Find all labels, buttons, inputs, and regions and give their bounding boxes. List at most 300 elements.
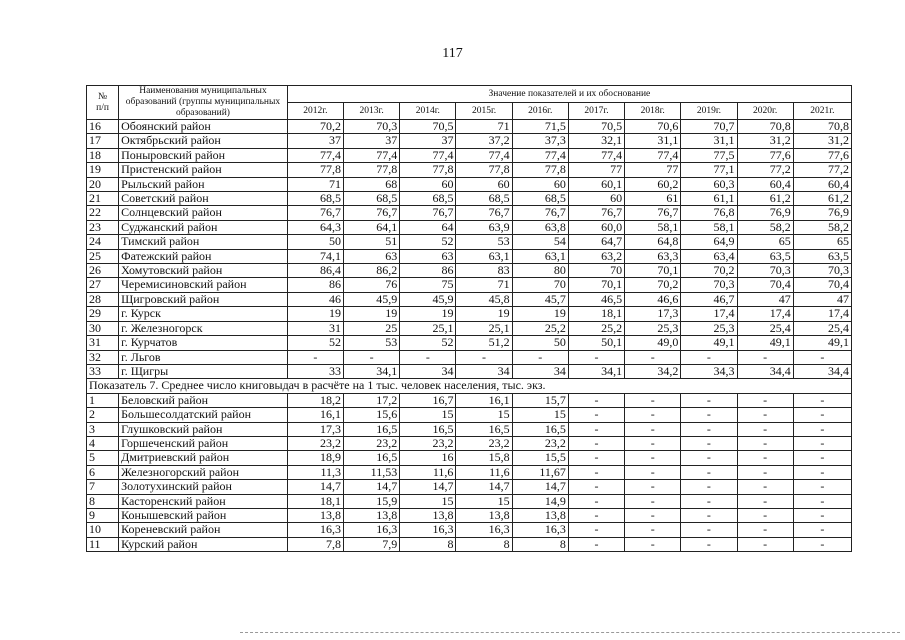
column-header-year: 2012г. bbox=[287, 103, 343, 120]
value-cell: 46,6 bbox=[625, 292, 681, 306]
value-cell: 58,2 bbox=[737, 220, 793, 234]
value-cell: 70,8 bbox=[793, 120, 851, 134]
table-row bbox=[87, 220, 852, 234]
value-cell: - bbox=[456, 350, 512, 364]
value-cell: 77,4 bbox=[625, 148, 681, 162]
value-cell: - bbox=[568, 408, 624, 422]
value-cell: 16,5 bbox=[456, 422, 512, 436]
value-cell: 60 bbox=[400, 177, 456, 191]
value-cell: 19 bbox=[400, 307, 456, 321]
municipality-name: Большесолдатский район bbox=[119, 408, 288, 422]
value-cell: 15,5 bbox=[512, 451, 568, 465]
value-cell: 70,8 bbox=[737, 120, 793, 134]
section-row bbox=[87, 379, 852, 393]
row-number: 25 bbox=[87, 249, 119, 263]
footer-divider bbox=[240, 632, 900, 634]
row-number: 31 bbox=[87, 336, 119, 350]
row-number: 21 bbox=[87, 192, 119, 206]
value-cell: 61 bbox=[625, 192, 681, 206]
value-cell: - bbox=[793, 508, 851, 522]
row-number: 4 bbox=[87, 436, 119, 450]
value-cell: 70,7 bbox=[681, 120, 737, 134]
value-cell: - bbox=[737, 465, 793, 479]
value-cell: 37 bbox=[400, 134, 456, 148]
value-cell: - bbox=[625, 508, 681, 522]
table-row bbox=[87, 508, 852, 522]
value-cell: - bbox=[568, 494, 624, 508]
value-cell: - bbox=[625, 465, 681, 479]
row-number: 32 bbox=[87, 350, 119, 364]
value-cell: 63,1 bbox=[456, 249, 512, 263]
table-row bbox=[87, 206, 852, 220]
value-cell: 83 bbox=[456, 264, 512, 278]
value-cell: 70,5 bbox=[568, 120, 624, 134]
value-cell: 32,1 bbox=[568, 134, 624, 148]
value-cell: 16,3 bbox=[287, 523, 343, 537]
value-cell: - bbox=[681, 408, 737, 422]
value-cell: - bbox=[568, 350, 624, 364]
value-cell: 58,1 bbox=[681, 220, 737, 234]
value-cell: 13,8 bbox=[287, 508, 343, 522]
value-cell: 63,1 bbox=[512, 249, 568, 263]
value-cell: 76,7 bbox=[456, 206, 512, 220]
value-cell: 60 bbox=[568, 192, 624, 206]
value-cell: 68,5 bbox=[456, 192, 512, 206]
value-cell: 68,5 bbox=[287, 192, 343, 206]
municipality-name: Октябрьский район bbox=[119, 134, 288, 148]
municipality-name: Дмитриевский район bbox=[119, 451, 288, 465]
value-cell: 77,5 bbox=[681, 148, 737, 162]
value-cell: 60 bbox=[456, 177, 512, 191]
value-cell: 34,3 bbox=[681, 364, 737, 378]
value-cell: 80 bbox=[512, 264, 568, 278]
value-cell: - bbox=[793, 436, 851, 450]
value-cell: 71 bbox=[287, 177, 343, 191]
value-cell: 16,1 bbox=[456, 393, 512, 407]
value-cell: 77,6 bbox=[737, 148, 793, 162]
value-cell: 16,3 bbox=[512, 523, 568, 537]
value-cell: 14,7 bbox=[287, 480, 343, 494]
value-cell: - bbox=[681, 523, 737, 537]
value-cell: - bbox=[793, 494, 851, 508]
value-cell: 13,8 bbox=[512, 508, 568, 522]
value-cell: 8 bbox=[512, 537, 568, 551]
value-cell: 34 bbox=[512, 364, 568, 378]
value-cell: 16,5 bbox=[344, 451, 400, 465]
value-cell: 45,8 bbox=[456, 292, 512, 306]
value-cell: 63,9 bbox=[456, 220, 512, 234]
row-number: 24 bbox=[87, 235, 119, 249]
value-cell: - bbox=[568, 523, 624, 537]
value-cell: 70,3 bbox=[344, 120, 400, 134]
value-cell: 16,1 bbox=[287, 408, 343, 422]
value-cell: - bbox=[681, 451, 737, 465]
value-cell: 25,1 bbox=[456, 321, 512, 335]
value-cell: 76,7 bbox=[344, 206, 400, 220]
value-cell: - bbox=[568, 422, 624, 436]
value-cell: 25,3 bbox=[625, 321, 681, 335]
value-cell: 53 bbox=[344, 336, 400, 350]
value-cell: 58,1 bbox=[625, 220, 681, 234]
row-number: 23 bbox=[87, 220, 119, 234]
page-number: 117 bbox=[442, 46, 463, 61]
value-cell: 15 bbox=[400, 408, 456, 422]
municipality-name: Кореневский район bbox=[119, 523, 288, 537]
value-cell: 77 bbox=[625, 163, 681, 177]
value-cell: 31,2 bbox=[793, 134, 851, 148]
value-cell: 68,5 bbox=[344, 192, 400, 206]
value-cell: - bbox=[625, 436, 681, 450]
value-cell: 34,1 bbox=[344, 364, 400, 378]
value-cell: 60,4 bbox=[737, 177, 793, 191]
value-cell: 60,0 bbox=[568, 220, 624, 234]
value-cell: - bbox=[344, 350, 400, 364]
value-cell: 46 bbox=[287, 292, 343, 306]
value-cell: 64,7 bbox=[568, 235, 624, 249]
value-cell: 86,4 bbox=[287, 264, 343, 278]
value-cell: 49,1 bbox=[681, 336, 737, 350]
value-cell: 65 bbox=[793, 235, 851, 249]
row-number: 30 bbox=[87, 321, 119, 335]
value-cell: 31,2 bbox=[737, 134, 793, 148]
table-row bbox=[87, 163, 852, 177]
value-cell: - bbox=[568, 508, 624, 522]
value-cell: 45,9 bbox=[344, 292, 400, 306]
value-cell: 64,3 bbox=[287, 220, 343, 234]
value-cell: - bbox=[681, 465, 737, 479]
table-row bbox=[87, 264, 852, 278]
table-row bbox=[87, 134, 852, 148]
row-number: 16 bbox=[87, 120, 119, 134]
value-cell: - bbox=[625, 408, 681, 422]
value-cell: 13,8 bbox=[400, 508, 456, 522]
table-row bbox=[87, 350, 852, 364]
municipality-name: Черемисиновский район bbox=[119, 278, 288, 292]
table-row bbox=[87, 408, 852, 422]
value-cell: 19 bbox=[344, 307, 400, 321]
column-header-year: 2020г. bbox=[737, 103, 793, 120]
row-number: 26 bbox=[87, 264, 119, 278]
value-cell: - bbox=[793, 422, 851, 436]
value-cell: 25,2 bbox=[568, 321, 624, 335]
value-cell: 15 bbox=[400, 494, 456, 508]
value-cell: 74,1 bbox=[287, 249, 343, 263]
value-cell: 23,2 bbox=[456, 436, 512, 450]
value-cell: 70,3 bbox=[681, 278, 737, 292]
column-header-year: 2019г. bbox=[681, 103, 737, 120]
value-cell: - bbox=[793, 408, 851, 422]
value-cell: - bbox=[737, 436, 793, 450]
column-header-year: 2013г. bbox=[344, 103, 400, 120]
value-cell: 17,3 bbox=[625, 307, 681, 321]
value-cell: 16,3 bbox=[344, 523, 400, 537]
table-row bbox=[87, 120, 852, 134]
row-number: 27 bbox=[87, 278, 119, 292]
municipality-name: Касторенский район bbox=[119, 494, 288, 508]
value-cell: 63 bbox=[400, 249, 456, 263]
table-row bbox=[87, 364, 852, 378]
value-cell: 63,8 bbox=[512, 220, 568, 234]
value-cell: 18,1 bbox=[287, 494, 343, 508]
value-cell: 76,9 bbox=[793, 206, 851, 220]
table-row bbox=[87, 235, 852, 249]
value-cell: - bbox=[681, 436, 737, 450]
value-cell: 71 bbox=[456, 120, 512, 134]
value-cell: 70 bbox=[568, 264, 624, 278]
value-cell: 58,2 bbox=[793, 220, 851, 234]
value-cell: - bbox=[625, 537, 681, 551]
value-cell: 46,5 bbox=[568, 292, 624, 306]
value-cell: - bbox=[737, 494, 793, 508]
value-cell: 15 bbox=[456, 494, 512, 508]
value-cell: 86 bbox=[287, 278, 343, 292]
value-cell: - bbox=[793, 523, 851, 537]
value-cell: 77,4 bbox=[568, 148, 624, 162]
value-cell: - bbox=[737, 508, 793, 522]
value-cell: - bbox=[681, 494, 737, 508]
value-cell: 60,3 bbox=[681, 177, 737, 191]
municipality-name: Курский район bbox=[119, 537, 288, 551]
value-cell: 14,7 bbox=[512, 480, 568, 494]
value-cell: 63,4 bbox=[681, 249, 737, 263]
row-number: 2 bbox=[87, 408, 119, 422]
column-header-year: 2021г. bbox=[793, 103, 851, 120]
value-cell: 34 bbox=[400, 364, 456, 378]
table-row bbox=[87, 278, 852, 292]
value-cell: 14,7 bbox=[344, 480, 400, 494]
value-cell: - bbox=[625, 523, 681, 537]
value-cell: 63,5 bbox=[793, 249, 851, 263]
indicator-table bbox=[86, 85, 852, 552]
municipality-name: Обоянский район bbox=[119, 120, 288, 134]
value-cell: 86,2 bbox=[344, 264, 400, 278]
value-cell: - bbox=[568, 451, 624, 465]
value-cell: 31,1 bbox=[625, 134, 681, 148]
value-cell: - bbox=[793, 480, 851, 494]
value-cell: 49,0 bbox=[625, 336, 681, 350]
value-cell: 68 bbox=[344, 177, 400, 191]
municipality-name: Фатежский район bbox=[119, 249, 288, 263]
value-cell: 70,6 bbox=[625, 120, 681, 134]
value-cell: - bbox=[568, 465, 624, 479]
value-cell: 70 bbox=[512, 278, 568, 292]
value-cell: 7,9 bbox=[344, 537, 400, 551]
value-cell: 19 bbox=[512, 307, 568, 321]
column-header-year: 2014г. bbox=[400, 103, 456, 120]
value-cell: 63,5 bbox=[737, 249, 793, 263]
value-cell: 70,1 bbox=[625, 264, 681, 278]
value-cell: 17,3 bbox=[287, 422, 343, 436]
value-cell: 33 bbox=[287, 364, 343, 378]
value-cell: 23,2 bbox=[400, 436, 456, 450]
value-cell: 25,4 bbox=[737, 321, 793, 335]
value-cell: - bbox=[737, 451, 793, 465]
municipality-name: г. Курск bbox=[119, 307, 288, 321]
value-cell: - bbox=[400, 350, 456, 364]
value-cell: 34 bbox=[456, 364, 512, 378]
value-cell: 45,7 bbox=[512, 292, 568, 306]
value-cell: 18,2 bbox=[287, 393, 343, 407]
value-cell: 77,4 bbox=[512, 148, 568, 162]
table-row bbox=[87, 393, 852, 407]
value-cell: 13,8 bbox=[344, 508, 400, 522]
value-cell: - bbox=[793, 537, 851, 551]
value-cell: 8 bbox=[400, 537, 456, 551]
value-cell: 77,1 bbox=[681, 163, 737, 177]
row-number: 9 bbox=[87, 508, 119, 522]
value-cell: - bbox=[625, 451, 681, 465]
value-cell: 17,2 bbox=[344, 393, 400, 407]
value-cell: 50,1 bbox=[568, 336, 624, 350]
value-cell: 60,4 bbox=[793, 177, 851, 191]
value-cell: 25,4 bbox=[793, 321, 851, 335]
value-cell: 31 bbox=[287, 321, 343, 335]
row-number: 18 bbox=[87, 148, 119, 162]
value-cell: - bbox=[681, 537, 737, 551]
value-cell: 34,4 bbox=[793, 364, 851, 378]
value-cell: - bbox=[737, 350, 793, 364]
value-cell: 16,5 bbox=[512, 422, 568, 436]
column-header-name: Наименования муниципальных образований (группы муниципальных образований) bbox=[119, 86, 288, 120]
table-row bbox=[87, 307, 852, 321]
municipality-name: Железногорский район bbox=[119, 465, 288, 479]
value-cell: 75 bbox=[400, 278, 456, 292]
value-cell: 54 bbox=[512, 235, 568, 249]
value-cell: 37 bbox=[344, 134, 400, 148]
value-cell: 70,1 bbox=[568, 278, 624, 292]
value-cell: - bbox=[625, 494, 681, 508]
value-cell: 47 bbox=[737, 292, 793, 306]
row-number: 10 bbox=[87, 523, 119, 537]
value-cell: 77,4 bbox=[344, 148, 400, 162]
column-header-year: 2015г. bbox=[456, 103, 512, 120]
value-cell: - bbox=[681, 350, 737, 364]
municipality-name: Конышевский район bbox=[119, 508, 288, 522]
value-cell: 17,4 bbox=[737, 307, 793, 321]
table-row bbox=[87, 292, 852, 306]
municipality-name: Советский район bbox=[119, 192, 288, 206]
value-cell: 51,2 bbox=[456, 336, 512, 350]
value-cell: 71 bbox=[456, 278, 512, 292]
value-cell: - bbox=[737, 408, 793, 422]
value-cell: 76,7 bbox=[568, 206, 624, 220]
value-cell: 76 bbox=[344, 278, 400, 292]
value-cell: 61,1 bbox=[681, 192, 737, 206]
row-number: 3 bbox=[87, 422, 119, 436]
value-cell: 45,9 bbox=[400, 292, 456, 306]
value-cell: 19 bbox=[456, 307, 512, 321]
table-row bbox=[87, 148, 852, 162]
value-cell: 8 bbox=[456, 537, 512, 551]
value-cell: - bbox=[625, 480, 681, 494]
value-cell: 7,8 bbox=[287, 537, 343, 551]
table-row bbox=[87, 480, 852, 494]
value-cell: 51 bbox=[344, 235, 400, 249]
value-cell: - bbox=[568, 537, 624, 551]
municipality-name: Хомутовский район bbox=[119, 264, 288, 278]
municipality-name: г. Льгов bbox=[119, 350, 288, 364]
value-cell: 68,5 bbox=[512, 192, 568, 206]
table-row bbox=[87, 537, 852, 551]
municipality-name: Поныровский район bbox=[119, 148, 288, 162]
value-cell: 14,7 bbox=[400, 480, 456, 494]
value-cell: - bbox=[681, 480, 737, 494]
municipality-name: Горшеченский район bbox=[119, 436, 288, 450]
table-row bbox=[87, 336, 852, 350]
table-row bbox=[87, 436, 852, 450]
value-cell: 11,6 bbox=[456, 465, 512, 479]
municipality-name: Беловский район bbox=[119, 393, 288, 407]
value-cell: - bbox=[625, 393, 681, 407]
value-cell: 15,6 bbox=[344, 408, 400, 422]
value-cell: - bbox=[625, 422, 681, 436]
value-cell: 70,2 bbox=[287, 120, 343, 134]
value-cell: 70,5 bbox=[400, 120, 456, 134]
value-cell: 77,4 bbox=[287, 148, 343, 162]
value-cell: 71,5 bbox=[512, 120, 568, 134]
table-row bbox=[87, 321, 852, 335]
value-cell: 77,8 bbox=[456, 163, 512, 177]
value-cell: 37,3 bbox=[512, 134, 568, 148]
municipality-name: г. Курчатов bbox=[119, 336, 288, 350]
value-cell: 49,1 bbox=[737, 336, 793, 350]
value-cell: 16,5 bbox=[400, 422, 456, 436]
municipality-name: г. Щигры bbox=[119, 364, 288, 378]
value-cell: 65 bbox=[737, 235, 793, 249]
value-cell: 17,4 bbox=[793, 307, 851, 321]
value-cell: 77,8 bbox=[512, 163, 568, 177]
value-cell: 11,3 bbox=[287, 465, 343, 479]
column-header-year: 2016г. bbox=[512, 103, 568, 120]
value-cell: - bbox=[568, 480, 624, 494]
value-cell: 50 bbox=[287, 235, 343, 249]
municipality-name: Тимский район bbox=[119, 235, 288, 249]
value-cell: - bbox=[625, 350, 681, 364]
value-cell: 18,1 bbox=[568, 307, 624, 321]
value-cell: - bbox=[287, 350, 343, 364]
value-cell: 77,2 bbox=[737, 163, 793, 177]
table-row bbox=[87, 465, 852, 479]
table-row bbox=[87, 494, 852, 508]
value-cell: 60 bbox=[512, 177, 568, 191]
value-cell: 15,9 bbox=[344, 494, 400, 508]
row-number: 33 bbox=[87, 364, 119, 378]
value-cell: 34,1 bbox=[568, 364, 624, 378]
value-cell: 16,5 bbox=[344, 422, 400, 436]
value-cell: 76,9 bbox=[737, 206, 793, 220]
row-number: 8 bbox=[87, 494, 119, 508]
municipality-name: Глушковский район bbox=[119, 422, 288, 436]
table-row bbox=[87, 451, 852, 465]
value-cell: 76,8 bbox=[681, 206, 737, 220]
municipality-name: Щигровский район bbox=[119, 292, 288, 306]
value-cell: 70,3 bbox=[737, 264, 793, 278]
value-cell: 16 bbox=[400, 451, 456, 465]
row-number: 1 bbox=[87, 393, 119, 407]
value-cell: 77,8 bbox=[344, 163, 400, 177]
value-cell: 77,8 bbox=[287, 163, 343, 177]
value-cell: 16,3 bbox=[456, 523, 512, 537]
value-cell: 25,3 bbox=[681, 321, 737, 335]
section-title: Показатель 7. Среднее число книговыдач в расчёте на 1 тыс. человек населения, тыс. экз. bbox=[87, 379, 852, 393]
value-cell: - bbox=[681, 508, 737, 522]
value-cell: - bbox=[793, 465, 851, 479]
row-number: 19 bbox=[87, 163, 119, 177]
value-cell: - bbox=[793, 393, 851, 407]
municipality-name: Суджанский район bbox=[119, 220, 288, 234]
value-cell: 64 bbox=[400, 220, 456, 234]
table-row bbox=[87, 192, 852, 206]
